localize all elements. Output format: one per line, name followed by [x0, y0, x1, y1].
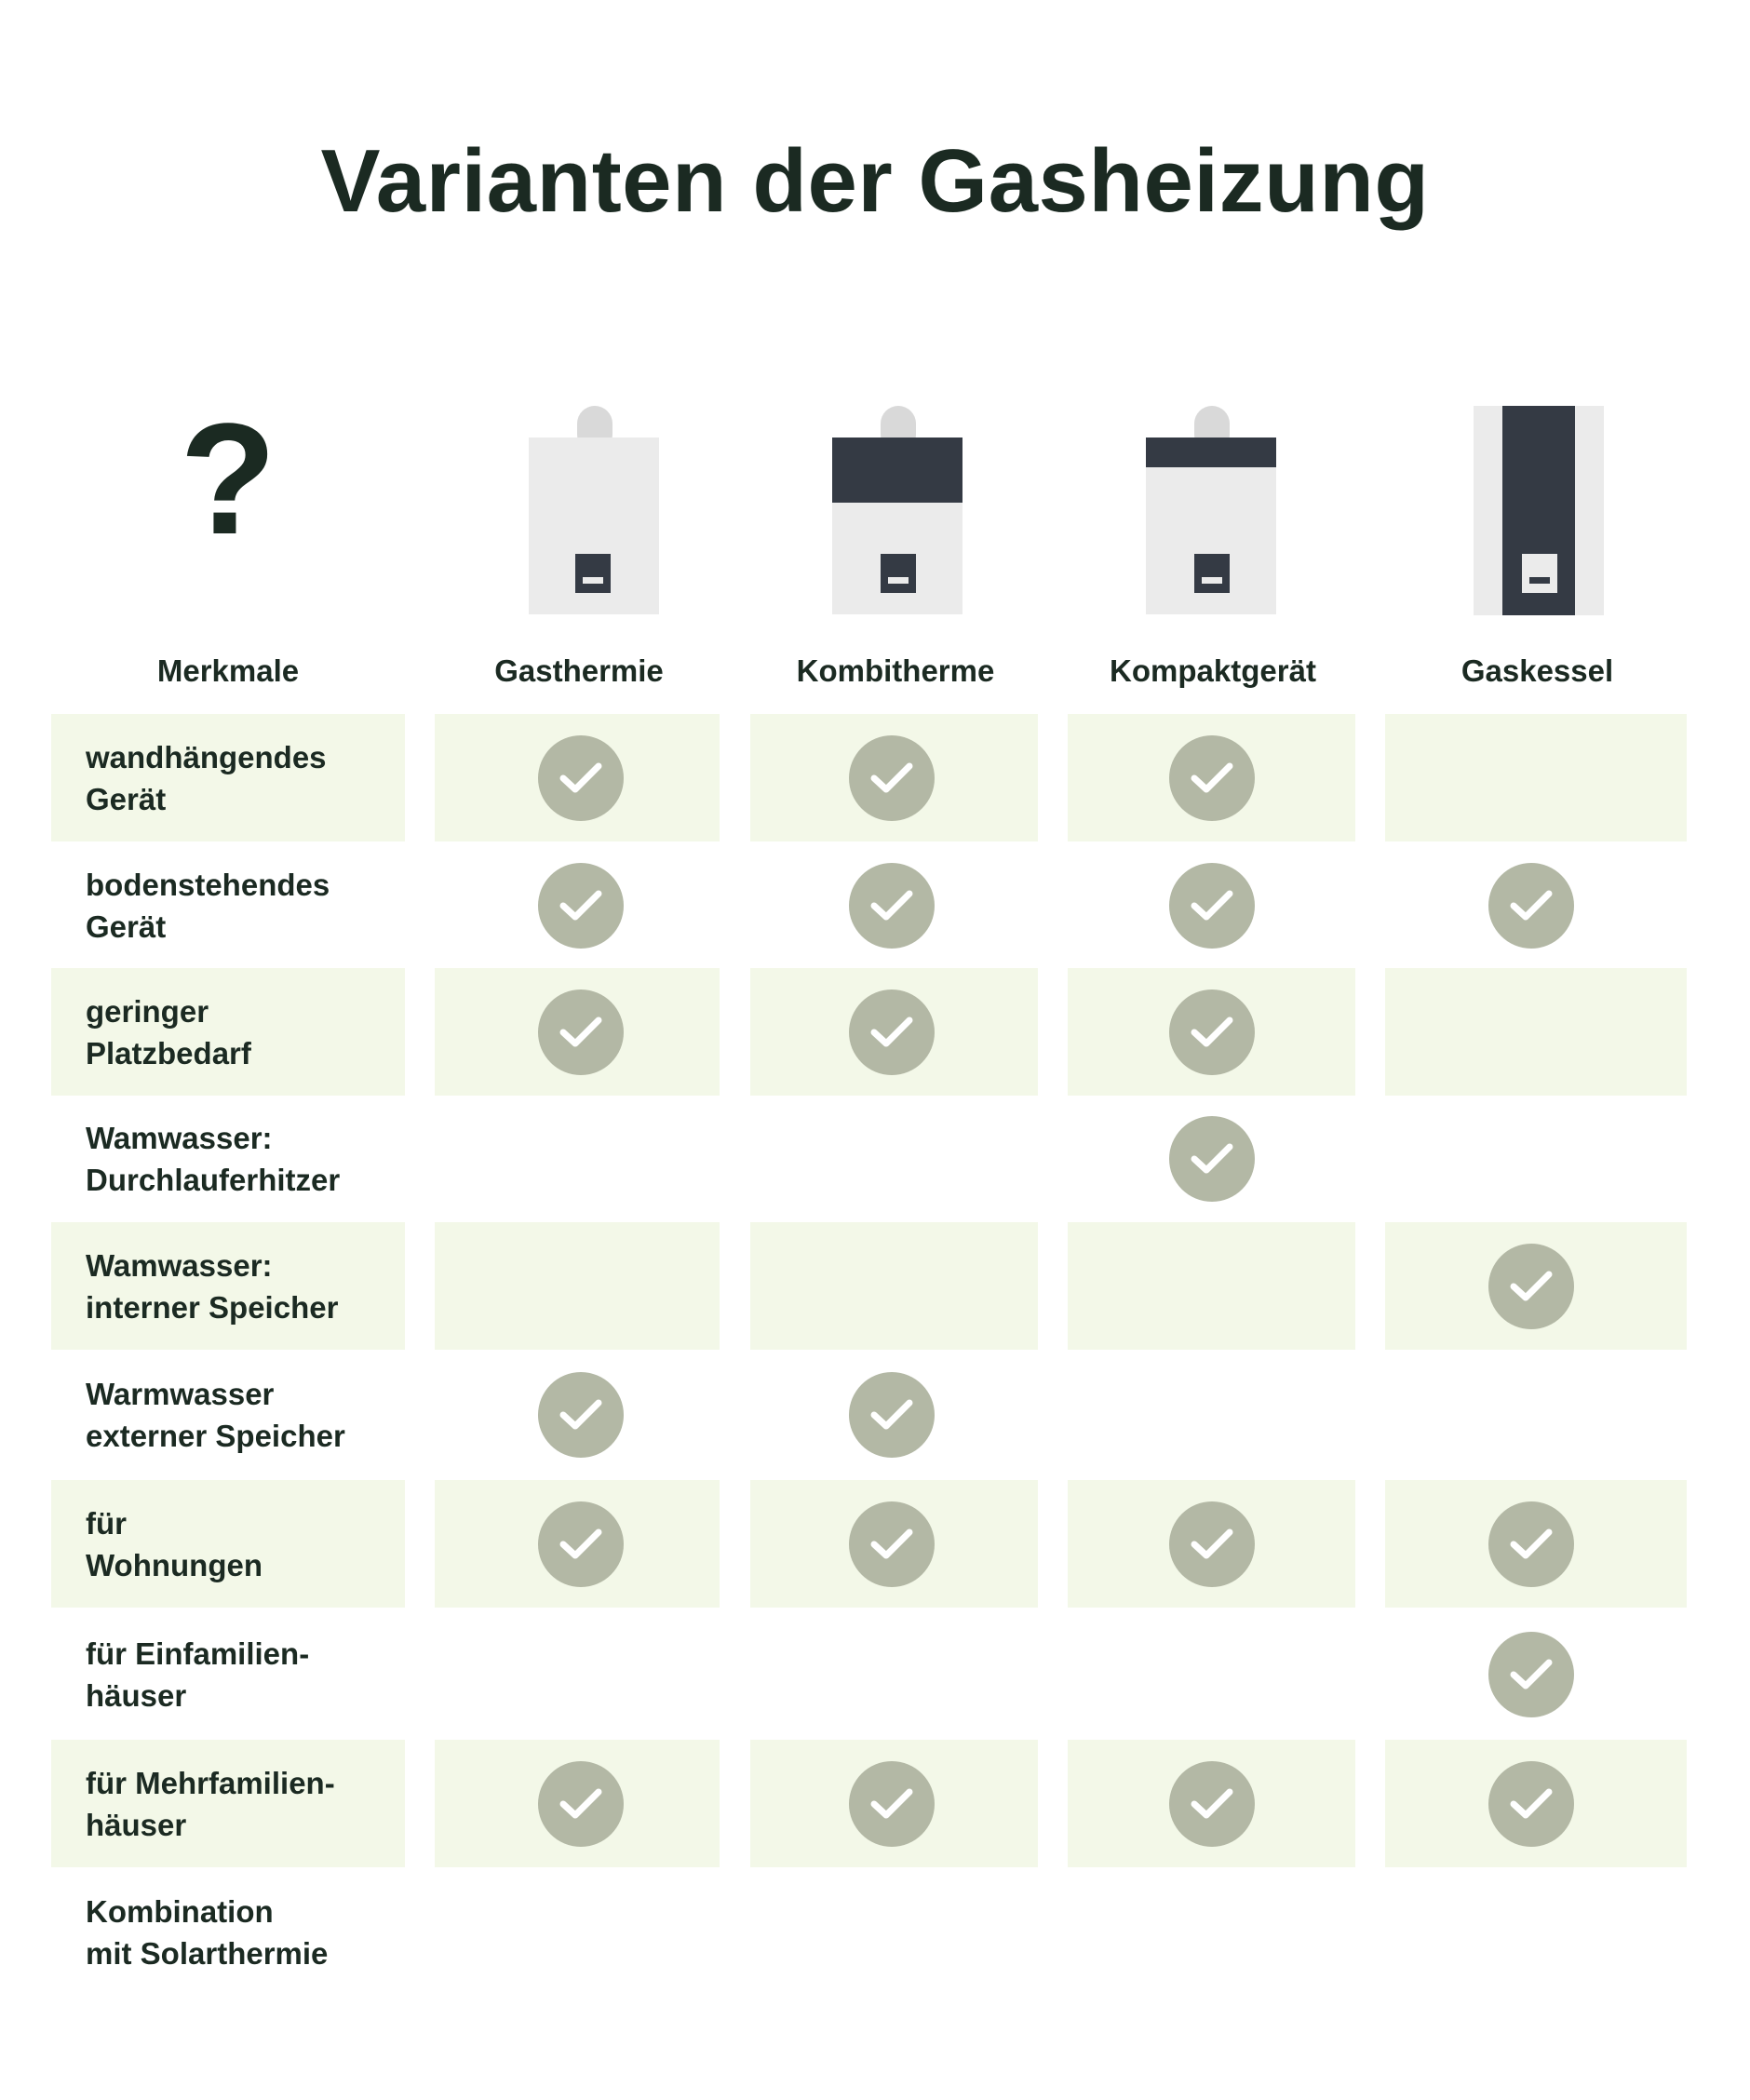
check-icon [1488, 1244, 1574, 1329]
feature-label-line1: geringer [86, 993, 209, 1029]
feature-label-line2: Platzbedarf [86, 1035, 251, 1070]
check-icon [538, 863, 624, 949]
column-header-features: Merkmale [156, 653, 300, 688]
column-header-kompaktgeraet: Kompaktgerät [1110, 653, 1316, 688]
page-title: Varianten der Gasheizung [320, 131, 1430, 231]
check-icon [1169, 735, 1255, 821]
feature-label [86, 1740, 402, 1867]
table-cell [1385, 1095, 1687, 1222]
column-header-gaskessel: Gaskessel [1461, 653, 1614, 688]
feature-label-line2: Gerät [86, 909, 167, 944]
check-icon [1488, 1632, 1574, 1717]
feature-label-line2: mit Solarthermie [86, 1935, 329, 1971]
check-icon [1488, 1501, 1574, 1587]
feature-label-line1: Wamwasser: [86, 1247, 273, 1283]
column-header-gasthermie: Gasthermie [494, 653, 664, 688]
feature-label-line2: Gerät [86, 781, 167, 816]
check-icon [1169, 1116, 1255, 1202]
feature-label-line2: interner Speicher [86, 1289, 339, 1325]
check-icon [1488, 863, 1574, 949]
check-icon [538, 735, 624, 821]
check-icon [849, 863, 935, 949]
check-icon [849, 1501, 935, 1587]
feature-label-line1: Kombination [86, 1893, 274, 1929]
feature-label [86, 714, 402, 841]
check-icon [1169, 863, 1255, 949]
check-icon [538, 989, 624, 1075]
check-icon [538, 1761, 624, 1847]
feature-label [86, 1610, 402, 1738]
table-cell [1385, 1868, 1687, 1996]
kombitherme-device-icon [827, 400, 966, 614]
check-icon [849, 989, 935, 1075]
feature-label-line1: für Einfamilien- [86, 1636, 310, 1671]
column-header-kombitherme: Kombitherme [796, 653, 995, 688]
check-icon [849, 735, 935, 821]
feature-label-line1: bodenstehendes [86, 867, 330, 902]
check-icon [1169, 1501, 1255, 1587]
table-cell [1068, 1610, 1355, 1738]
check-icon [1169, 1761, 1255, 1847]
table-cell [750, 1095, 1038, 1222]
feature-label-line2: externer Speicher [86, 1418, 345, 1453]
feature-label-line1: für Mehrfamilien- [86, 1765, 335, 1800]
table-cell [1385, 714, 1687, 841]
check-icon [538, 1372, 624, 1458]
table-cell [435, 1095, 720, 1222]
table-cell [435, 1222, 720, 1350]
check-icon [538, 1501, 624, 1587]
table-cell [1385, 1351, 1687, 1478]
question-mark-icon: ? [180, 391, 276, 568]
feature-label [86, 1351, 402, 1478]
table-cell [750, 1222, 1038, 1350]
feature-label-line2: häuser [86, 1677, 187, 1713]
feature-label [86, 841, 402, 969]
feature-label-line1: wandhängendes [86, 739, 327, 774]
feature-label [86, 1222, 402, 1350]
table-cell [435, 1868, 720, 1996]
table-cell [750, 1610, 1038, 1738]
check-icon [1488, 1761, 1574, 1847]
gaskessel-device-icon [1469, 400, 1609, 619]
table-cell [1385, 968, 1687, 1096]
table-cell [1068, 1351, 1355, 1478]
feature-label [86, 968, 402, 1096]
feature-label [86, 1480, 402, 1608]
feature-label-line2: Wohnungen [86, 1547, 263, 1582]
table-cell [750, 1868, 1038, 1996]
feature-label [86, 1868, 402, 1996]
check-icon [849, 1372, 935, 1458]
feature-label-line1: für [86, 1505, 127, 1541]
gastherme-device-icon [521, 400, 661, 614]
check-icon [1169, 989, 1255, 1075]
feature-label [86, 1095, 402, 1222]
feature-label-line2: Durchlauferhitzer [86, 1162, 341, 1197]
table-cell [1068, 1222, 1355, 1350]
feature-label-line1: Warmwasser [86, 1376, 275, 1411]
check-icon [849, 1761, 935, 1847]
kompaktgeraet-device-icon [1140, 400, 1280, 614]
feature-label-line1: Wamwasser: [86, 1120, 273, 1155]
table-cell [1068, 1868, 1355, 1996]
feature-label-line2: häuser [86, 1807, 187, 1842]
table-cell [435, 1610, 720, 1738]
